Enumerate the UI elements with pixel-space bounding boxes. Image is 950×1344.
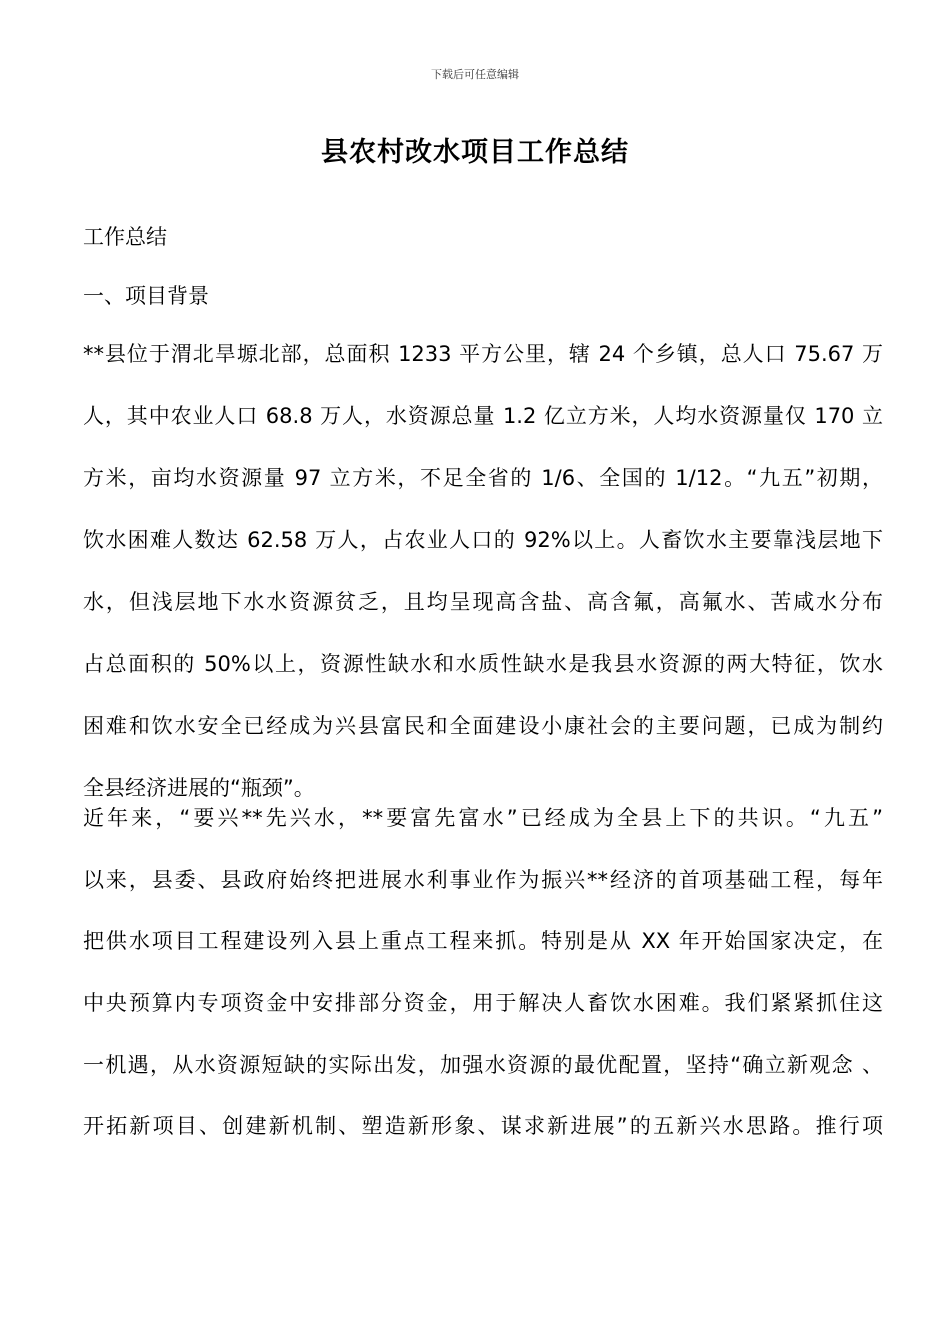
paragraph-line: 方米，亩均水资源量 97 立方米，不足全省的 1/6、全国的 1/12。“九五”初期， [83, 466, 883, 490]
paragraph-recent-years [83, 803, 883, 1173]
paragraph-line: 困难和饮水安全已经成为兴县富民和全面建设小康社会的主要问题，已成为制约 [83, 714, 883, 738]
section-label: 工作总结 [83, 225, 167, 249]
paragraph-line: 中央预算内专项资金中安排部分资金，用于解决人畜饮水困难。我们紧紧抓住这 [83, 991, 883, 1016]
paragraph-line: 开拓新项目、创建新机制、塑造新形象、谋求新进展”的五新兴水思路。推行项 [83, 1114, 883, 1139]
paragraph-line: 全县经济进展的“瓶颈”。 [83, 776, 315, 800]
paragraph-line: 把供水项目工程建设列入县上重点工程来抓。特别是从 XX 年开始国家决定，在 [83, 929, 883, 954]
paragraph-line: 占总面积的 50%以上，资源性缺水和水质性缺水是我县水资源的两大特征，饮水 [83, 652, 883, 676]
paragraph-line: 人，其中农业人口 68.8 万人，水资源总量 1.2 亿立方米，人均水资源量仅 170 立 [83, 404, 883, 428]
document-title: 县农村改水项目工作总结 [321, 137, 629, 168]
paragraph-line: 饮水困难人数达 62.58 万人，占农业人口的 92%以上。人畜饮水主要靠浅层地下 [83, 528, 883, 552]
paragraph-line: 以来，县委、县政府始终把进展水利事业作为振兴**经济的首项基础工程，每年 [83, 867, 883, 892]
paragraph-line: 近年来，“要兴**先兴水，**要富先富水”已经成为全县上下的共识。“九五” [83, 806, 883, 830]
paragraph-background [83, 339, 883, 835]
paragraph-line: **县位于渭北旱塬北部，总面积 1233 平方公里，辖 24 个乡镇，总人口 75.67 万 [83, 342, 883, 366]
paragraph-line: 水，但浅层地下水水资源贫乏，且均呈现高含盐、高含氟，高氟水、苦咸水分布 [83, 590, 883, 614]
header-note: 下载后可任意编辑 [431, 68, 519, 81]
section-heading: 一、项目背景 [83, 284, 209, 308]
paragraph-line: 一机遇，从水资源短缺的实际出发，加强水资源的最优配置，坚持“确立新观念 、 [83, 1052, 883, 1077]
